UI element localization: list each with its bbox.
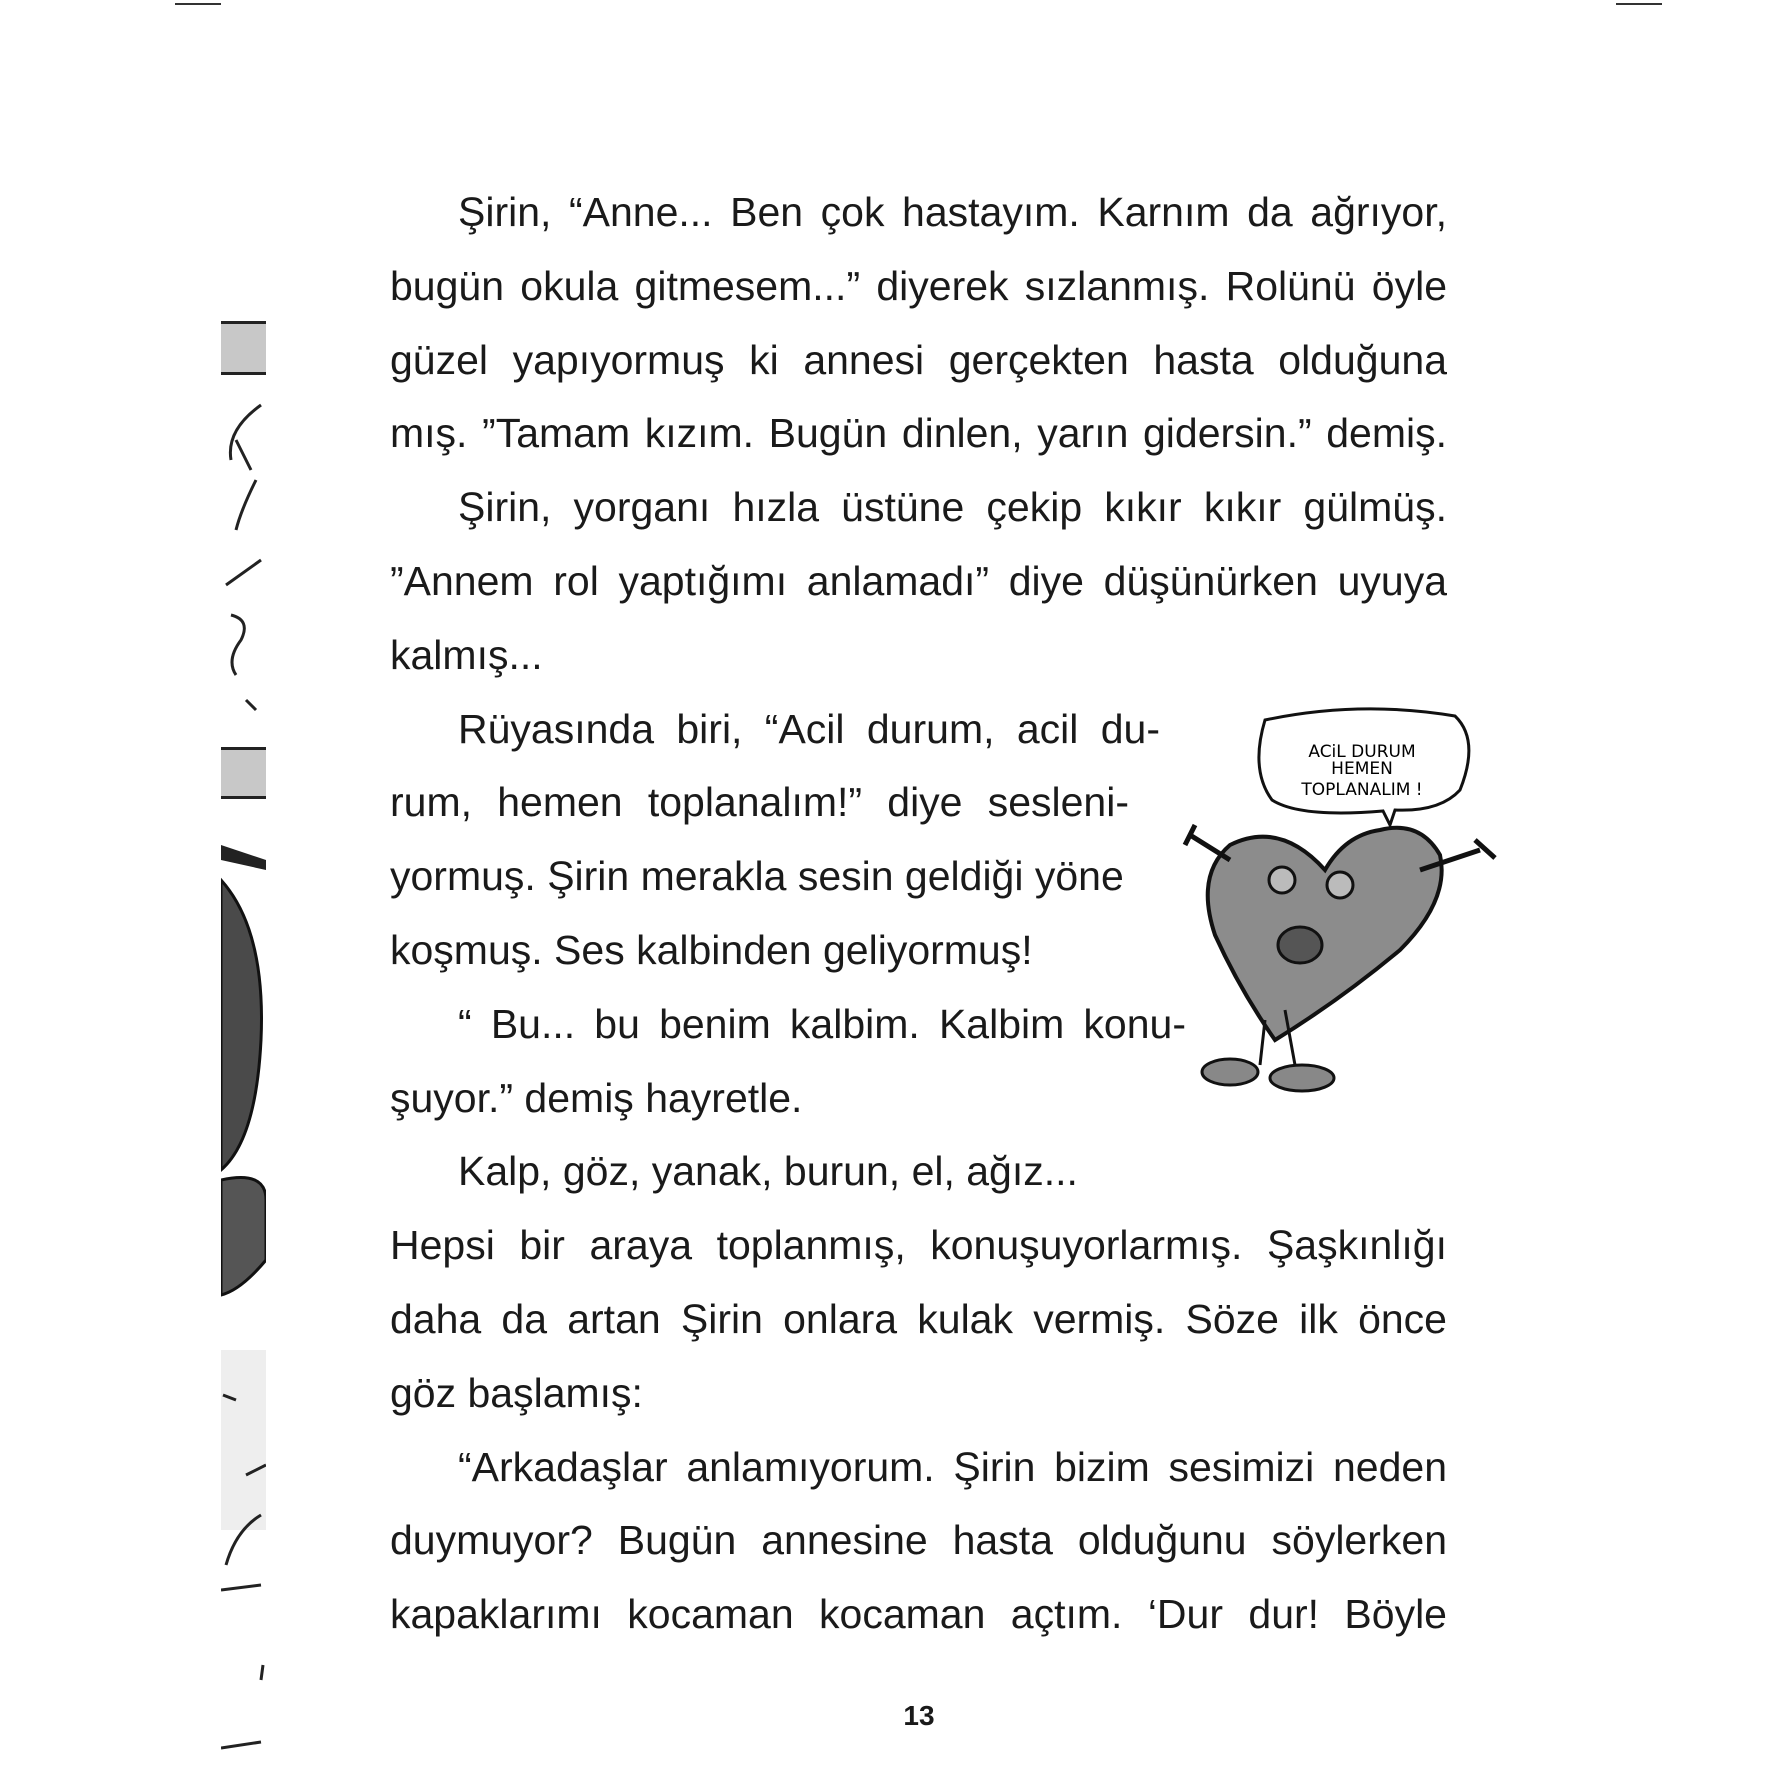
sketch-fragment: [221, 400, 266, 720]
text-line: güzel yapıyormuş ki annesi gerçekten hasta olduğuna: [390, 336, 1447, 383]
text-line: “Arkadaşlar anlamıyorum. Şirin bizim sesimizi neden: [458, 1443, 1447, 1490]
heart-eye-left: [1269, 867, 1295, 893]
heart-character-illustration: [1160, 705, 1520, 1105]
bubble-text-2: HEMEN: [1331, 759, 1393, 779]
heart-mouth: [1278, 927, 1322, 963]
heart-body: [1208, 828, 1442, 1040]
grey-block: [221, 747, 266, 799]
text-line: bugün okula gitmesem...” diyerek sızlanmış. Rolünü öyle: [390, 262, 1447, 309]
text-line: Şirin, “Anne... Ben çok hastayım. Karnım da ağrıyor,: [458, 189, 1447, 235]
heart-foot-left: [1202, 1059, 1258, 1085]
text-line: kapaklarımı kocaman kocaman açtım. ‘Dur dur! Böyle: [390, 1591, 1447, 1638]
text-line: rum, hemen toplanalım!” diye sesleni-: [390, 779, 1129, 826]
text-line: ”Annem rol yaptığımı anlamadı” diye düşünürken uyuya: [390, 558, 1447, 604]
heart-eye-right: [1327, 872, 1353, 898]
grey-block: [221, 321, 266, 375]
bubble-text-3: TOPLANALIM !: [1301, 780, 1423, 800]
bubble-text-1: ACiL DURUM: [1308, 742, 1416, 762]
text-line: Hepsi bir araya toplanmış, konuşuyorlarmış. Şaşkınlığı: [390, 1222, 1447, 1269]
dark-figure-fragment: [221, 840, 266, 1300]
text-line: duymuyor? Bugün annesine hasta olduğunu söylerken: [390, 1517, 1447, 1564]
text-line: kalmış...: [390, 631, 543, 678]
heart-foot-right: [1270, 1065, 1334, 1091]
text-line: koşmuş. Ses kalbinden geliyormuş!: [390, 927, 1033, 973]
text-line: Şirin, yorganı hızla üstüne çekip kıkır kıkır gülmüş.: [458, 484, 1447, 531]
page-number: 13: [903, 1700, 935, 1731]
crop-mark-right: [1616, 3, 1662, 5]
text-line: göz başlamış:: [390, 1369, 643, 1416]
text-line: daha da artan Şirin onlara kulak vermiş. Söze ilk önce: [390, 1296, 1447, 1342]
text-line: Kalp, göz, yanak, burun, el, ağız...: [458, 1148, 1078, 1195]
text-line: yormuş. Şirin merakla sesin geldiği yöne: [390, 853, 1124, 900]
text-line: şuyor.” demiş hayretle.: [390, 1074, 803, 1121]
text-line: mış. ”Tamam kızım. Bugün dinlen, yarın gidersin.” demiş.: [390, 410, 1447, 457]
text-line: “ Bu... bu benim kalbim. Kalbim konu-: [458, 1000, 1186, 1047]
crop-mark-left: [175, 3, 221, 5]
text-line: Rüyasında biri, “Acil durum, acil du-: [458, 705, 1160, 752]
